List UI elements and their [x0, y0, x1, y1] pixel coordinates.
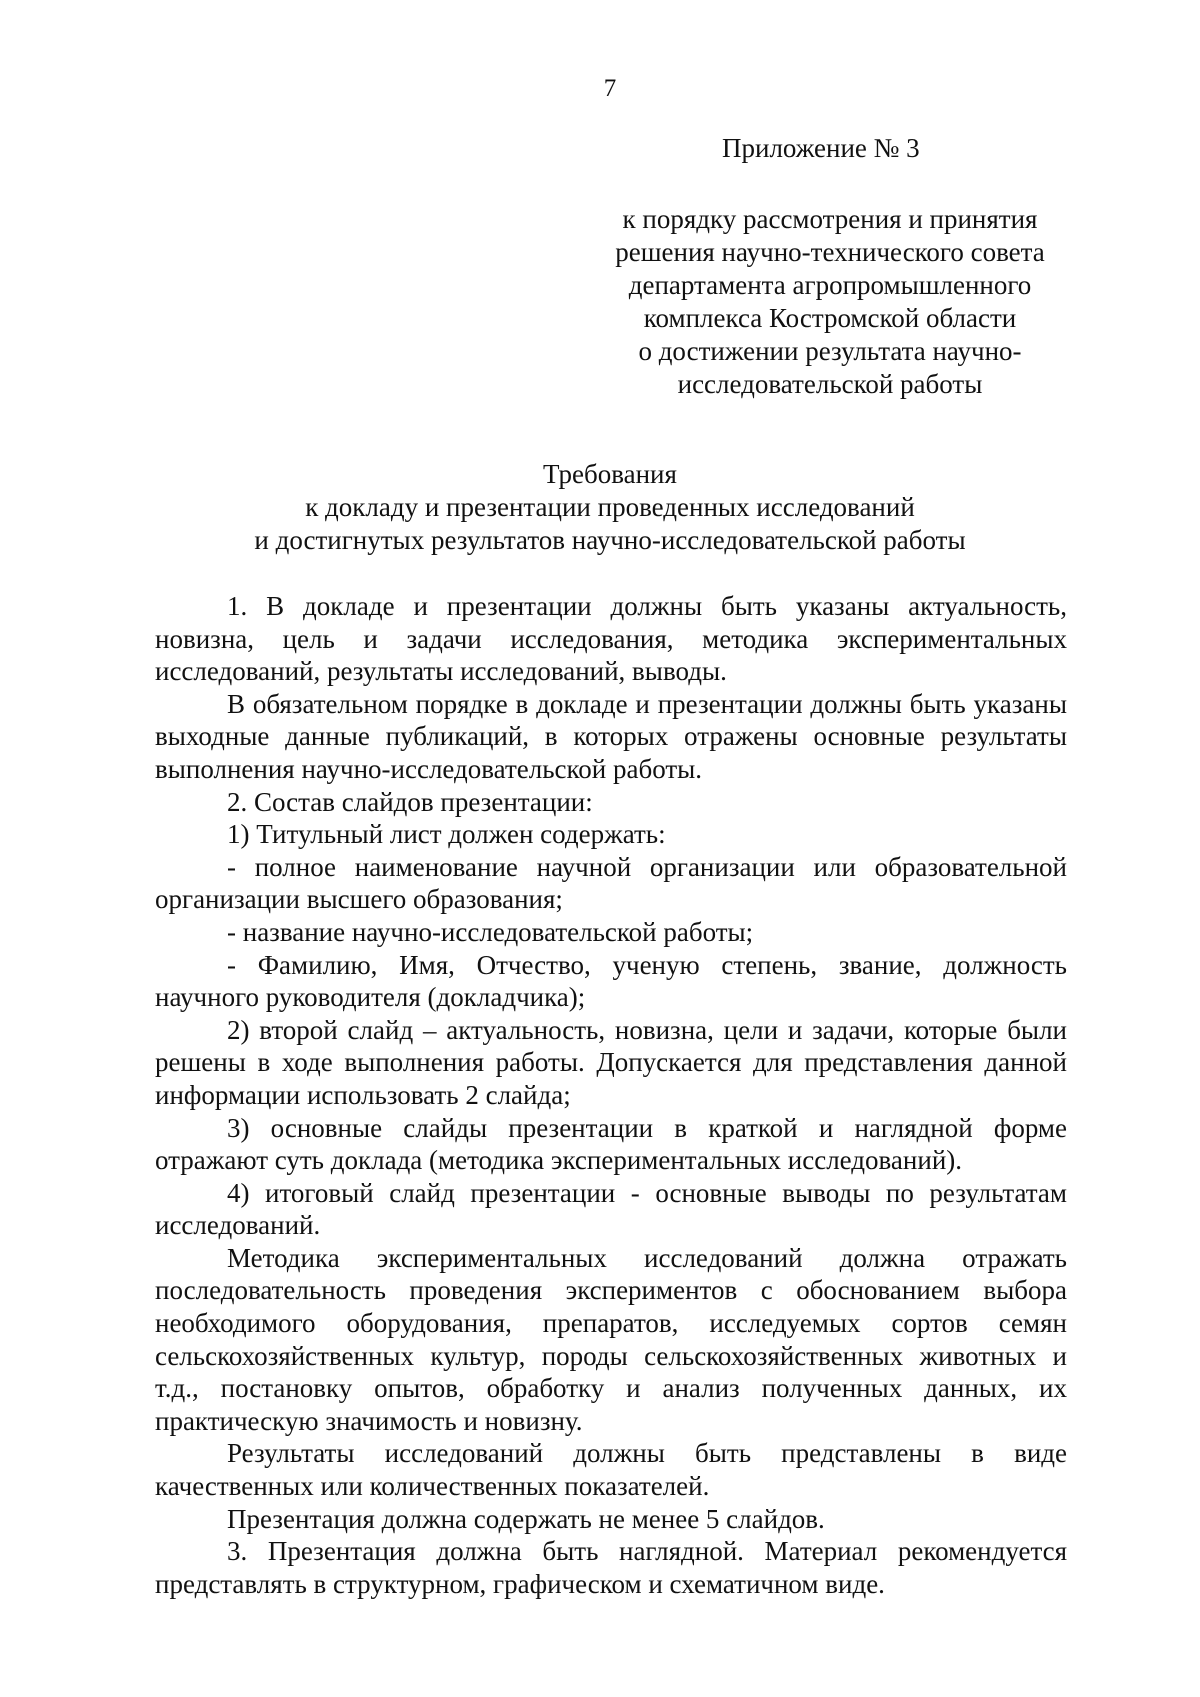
paragraph: 3) основные слайды презентации в краткой и наглядной форме отражают суть доклада (методика экспериментальных исследований).: [155, 1112, 1067, 1176]
paragraph: 2) второй слайд – актуальность, новизна, цели и задачи, которые были решены в ходе выполнения работы. Допускается для представления данной информации использовать 2 слайда;: [155, 1014, 1067, 1110]
appendix-subtitle-line: решения научно-технического совета: [615, 237, 1045, 267]
paragraph: 4) итоговый слайд презентации - основные выводы по результатам исследований.: [155, 1177, 1067, 1241]
document-heading: [155, 458, 1065, 557]
appendix-subtitle-line: о достижении результата научно-: [638, 336, 1022, 366]
paragraph: Презентация должна содержать не менее 5 слайдов.: [227, 1503, 825, 1534]
paragraph: 3. Презентация должна быть наглядной. Материал рекомендуется представлять в структурном, графическом и схематичном виде.: [155, 1536, 1067, 1599]
document-body: [155, 590, 1067, 1600]
heading-line: к докладу и презентации проведенных исследований: [305, 492, 915, 522]
appendix-subtitle-line: к порядку рассмотрения и принятия: [622, 204, 1038, 234]
appendix-subtitle-line: департамента агропромышленного: [628, 270, 1032, 300]
paragraph: 1) Титульный лист должен содержать:: [227, 819, 666, 850]
page-number: 7: [603, 75, 617, 102]
appendix-subtitle-line: исследовательской работы: [677, 369, 983, 399]
paragraph: - Фамилию, Имя, Отчество, ученую степень, звание, должность научного руководителя (докладчика);: [155, 949, 1067, 1013]
appendix-subtitle: [590, 203, 1070, 401]
paragraph: 1. В докладе и презентации должны быть указаны актуальность, новизна, цель и задачи исследования, методика экспериментальных исследований, результаты исследований, выводы.: [155, 591, 1067, 687]
appendix-title: Приложение № 3: [722, 133, 920, 163]
paragraph: Результаты исследований должны быть представлены в виде качественных или количественных показателей.: [155, 1438, 1067, 1502]
paragraph: Методика экспериментальных исследований должна отражать последовательность проведения экспериментов с обоснованием выбора необходимого оборудования, препаратов, исследуемых сортов семян сельскохозяйственных культур, породы сельскохозяйственных животных и т.д., постановку опытов, обработку и анализ полученных данных, их практическую значимость и новизну.: [155, 1242, 1067, 1436]
heading-line: и достигнутых результатов научно-исследовательской работы: [254, 525, 966, 555]
appendix-subtitle-line: комплекса Костромской области: [643, 303, 1017, 333]
paragraph: - название научно-исследовательской работы;: [227, 916, 754, 947]
paragraph: - полное наименование научной организации или образовательной организации высшего образования;: [155, 851, 1067, 915]
heading-line: Требования: [543, 459, 677, 489]
paragraph: В обязательном порядке в докладе и презентации должны быть указаны выходные данные публикаций, в которых отражены основные результаты выполнения научно-исследовательской работы.: [155, 688, 1067, 784]
paragraph: 2. Состав слайдов презентации:: [227, 786, 593, 817]
